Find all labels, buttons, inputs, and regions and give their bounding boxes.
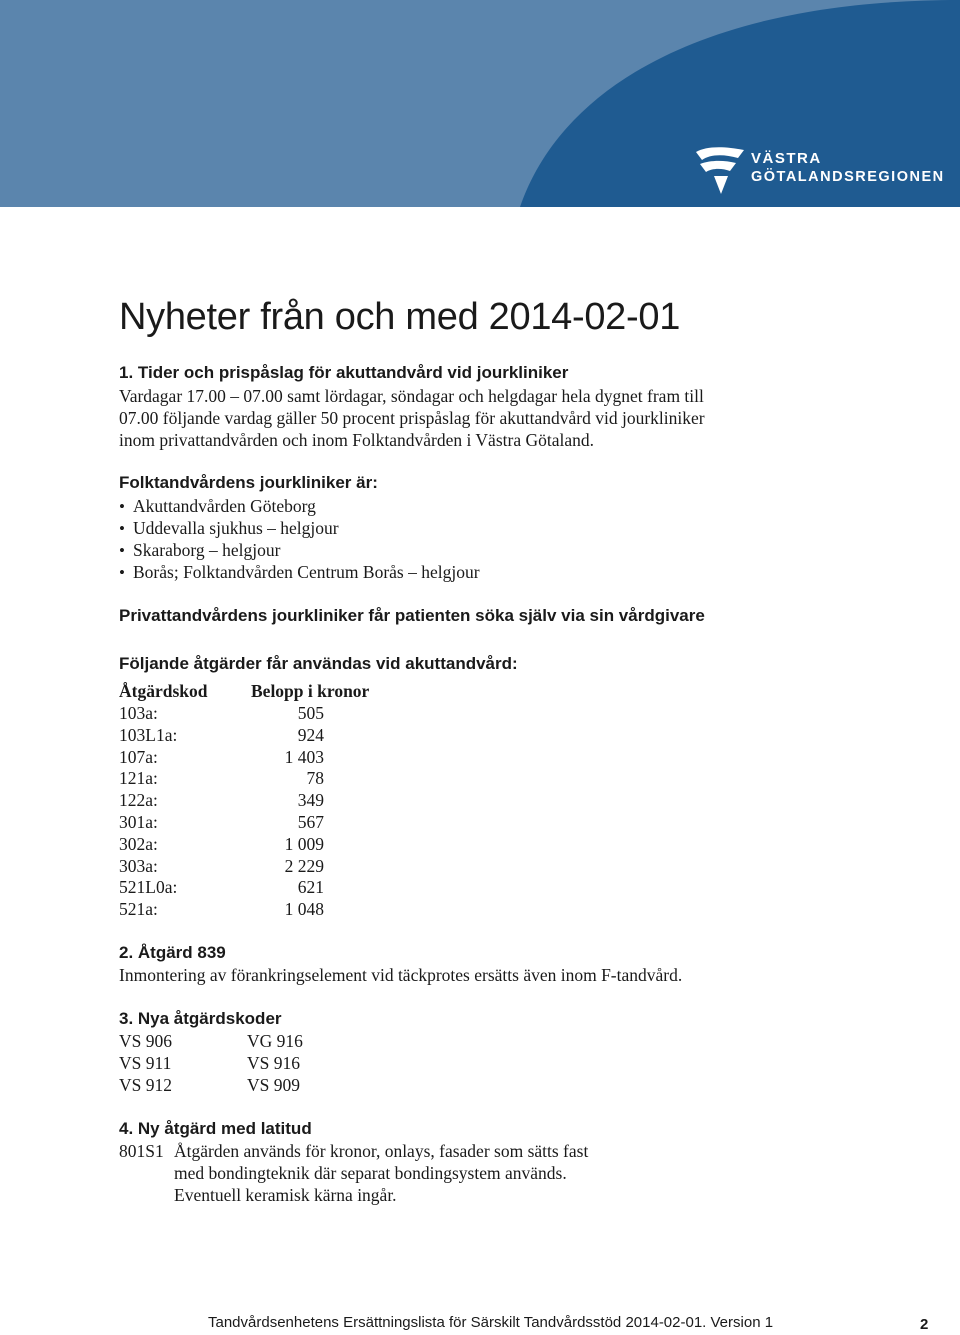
logo-line-2: GÖTALANDSREGIONEN — [751, 169, 945, 185]
table-cell-code: 521L0a: — [119, 877, 178, 897]
section-4-heading: 4. Ny åtgärd med latitud — [119, 1119, 312, 1138]
table-cell-amount: 349 — [297, 790, 324, 810]
table-cell-amount: 2 229 — [284, 856, 324, 876]
measures-heading: Följande åtgärder får användas vid akuttandvård: — [119, 654, 518, 673]
table-cell-code: 121a: — [119, 768, 158, 788]
clinic-name: Uddevalla sjukhus – helgjour — [133, 518, 339, 538]
section-1-text-line: inom privattandvården och inom Folktandvården i Västra Götaland. — [119, 430, 594, 450]
list-item — [119, 540, 280, 561]
bullet-icon: • — [119, 519, 125, 538]
table-header-amount: Belopp i kronor — [251, 681, 370, 701]
table-cell-amount: 1 009 — [284, 834, 324, 854]
code-cell: VS 912 — [119, 1075, 172, 1095]
table-cell-amount: 1 048 — [284, 899, 324, 919]
logo — [694, 146, 945, 198]
page-title: Nyheter från och med 2014-02-01 — [119, 296, 681, 338]
footer-text: Tandvårdsenhetens Ersättningslista för Särskilt Tandvårdsstöd 2014-02-01. Version 1 — [208, 1314, 774, 1331]
logo-text — [751, 150, 945, 186]
table-cell-amount: 567 — [297, 812, 324, 832]
clinic-name: Skaraborg – helgjour — [133, 540, 281, 560]
table-cell-code: 301a: — [119, 812, 158, 832]
measure-code: 801S1 — [119, 1141, 164, 1161]
section-2-heading: 2. Åtgärd 839 — [119, 943, 226, 962]
header-band — [0, 0, 960, 207]
section-1-text-line: Vardagar 17.00 – 07.00 samt lördagar, söndagar och helgdagar hela dygnet fram till — [119, 386, 704, 406]
clinic-name: Akuttandvården Göteborg — [133, 496, 316, 516]
table-cell-code: 107a: — [119, 747, 158, 767]
table-cell-code: 303a: — [119, 856, 158, 876]
list-item — [119, 518, 339, 539]
code-cell: VS 916 — [247, 1053, 300, 1073]
measure-description-line: Eventuell keramisk kärna ingår. — [174, 1185, 397, 1205]
table-cell-amount: 1 403 — [284, 747, 324, 767]
measure-description-line: Åtgärden används för kronor, onlays, fasader som sätts fast — [174, 1141, 589, 1161]
clinics-heading: Folktandvårdens jourkliniker är: — [119, 473, 378, 492]
private-clinics-note: Privattandvårdens jourkliniker får patienten söka själv via sin vårdgivare — [119, 606, 705, 625]
code-cell: VG 916 — [247, 1031, 303, 1051]
table-cell-amount: 621 — [297, 877, 324, 897]
table-cell-amount: 78 — [306, 768, 324, 788]
clinic-name: Borås; Folktandvården Centrum Borås – helgjour — [133, 562, 480, 582]
page-number: 2 — [920, 1316, 929, 1333]
bullet-icon: • — [119, 497, 125, 516]
section-3-heading: 3. Nya åtgärdskoder — [119, 1009, 282, 1028]
vgr-logo-icon — [694, 146, 746, 196]
measure-description-line: med bondingteknik där separat bondingsystem används. — [174, 1163, 567, 1183]
section-1-text-line: 07.00 följande vardag gäller 50 procent prispåslag för akuttandvård vid jourkliniker — [119, 408, 705, 428]
code-cell: VS 909 — [247, 1075, 300, 1095]
bullet-icon: • — [119, 541, 125, 560]
table-cell-code: 103a: — [119, 703, 158, 723]
bullet-icon: • — [119, 563, 125, 582]
logo-line-1: VÄSTRA — [751, 150, 822, 167]
section-1-heading: 1. Tider och prispåslag för akuttandvård vid jourkliniker — [119, 363, 569, 382]
section-2-text: Inmontering av förankringselement vid täckprotes ersätts även inom F-tandvård. — [119, 965, 683, 985]
table-cell-amount: 505 — [297, 703, 324, 723]
table-header-code: Åtgärdskod — [119, 681, 208, 701]
table-cell-amount: 924 — [297, 725, 324, 745]
list-item — [119, 496, 316, 517]
code-cell: VS 906 — [119, 1031, 172, 1051]
table-cell-code: 122a: — [119, 790, 158, 810]
table-cell-code: 521a: — [119, 899, 158, 919]
table-cell-code: 302a: — [119, 834, 158, 854]
code-cell: VS 911 — [119, 1053, 172, 1073]
table-cell-code: 103L1a: — [119, 725, 178, 745]
list-item — [119, 562, 480, 583]
